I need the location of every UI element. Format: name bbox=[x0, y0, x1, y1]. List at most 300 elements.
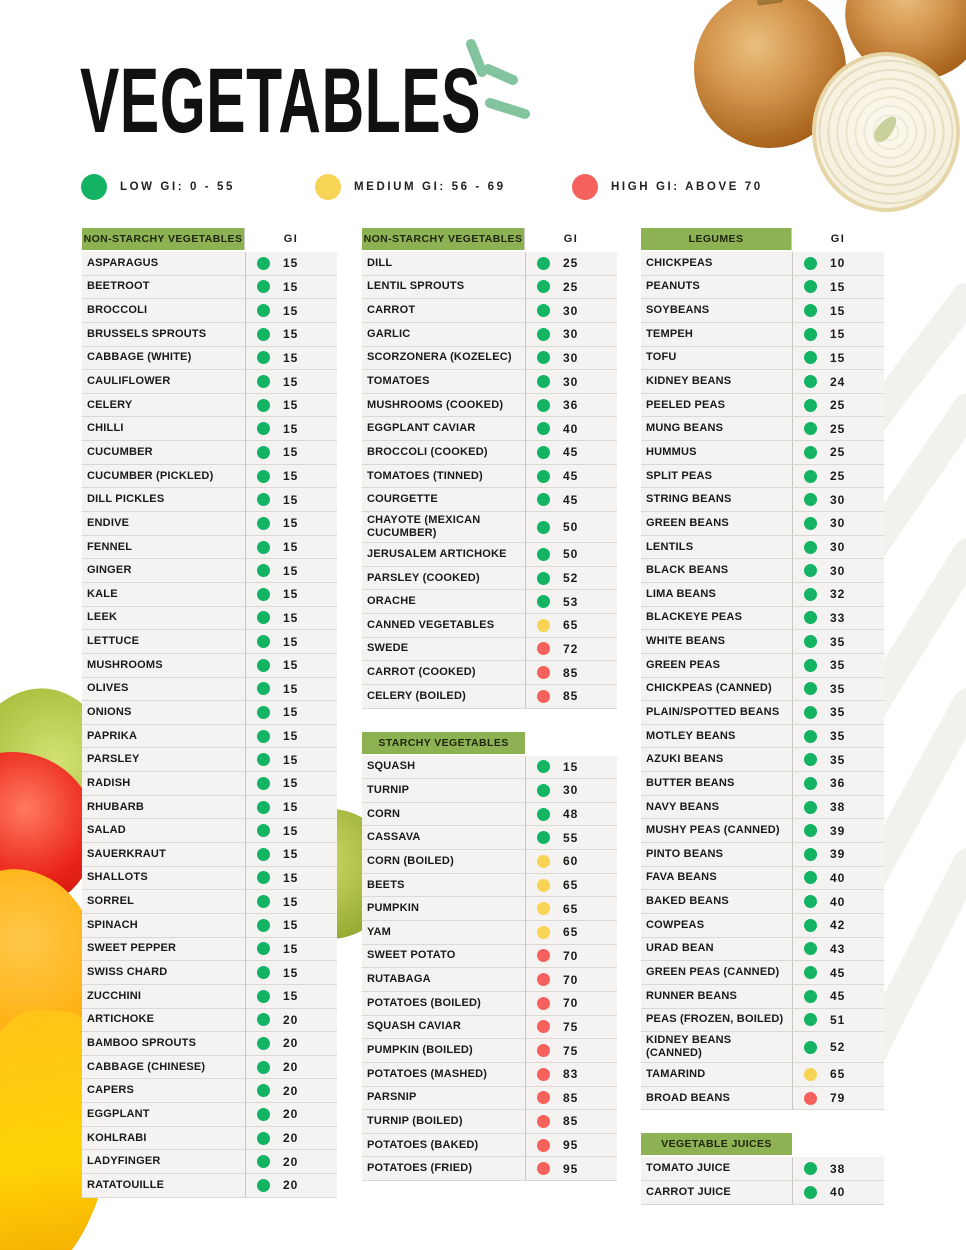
item-name: MUSHROOMS bbox=[87, 658, 163, 671]
table-row bbox=[362, 590, 617, 614]
gi-cell bbox=[245, 512, 337, 535]
gi-cell bbox=[792, 678, 884, 701]
table-row bbox=[641, 1009, 884, 1033]
gi-value: 36 bbox=[563, 398, 579, 413]
item-name: HUMMUS bbox=[646, 445, 697, 458]
gi-cell bbox=[245, 347, 337, 370]
gi-cell bbox=[525, 299, 617, 322]
high-gi-dot-icon bbox=[572, 174, 598, 200]
gi-cell bbox=[792, 867, 884, 890]
low-gi-dot-icon bbox=[257, 824, 270, 837]
table-row bbox=[82, 867, 337, 891]
gi-cell bbox=[525, 252, 617, 275]
gi-value: 48 bbox=[563, 807, 579, 822]
table-row bbox=[641, 370, 884, 394]
table-row bbox=[641, 607, 884, 631]
table-row bbox=[82, 1009, 337, 1033]
gi-value: 30 bbox=[830, 563, 846, 578]
item-name: BAMBOO SPROUTS bbox=[87, 1036, 197, 1049]
item-name: BLACK BEANS bbox=[646, 564, 729, 577]
item-name: SORREL bbox=[87, 895, 135, 908]
item-name: URAD BEAN bbox=[646, 942, 714, 955]
table-row bbox=[82, 512, 337, 536]
low-gi-dot-icon bbox=[804, 635, 817, 648]
low-gi-dot-icon bbox=[537, 257, 550, 270]
item-name: LENTIL SPROUTS bbox=[367, 280, 465, 293]
gi-value: 35 bbox=[830, 729, 846, 744]
item-name: POTATOES (BAKED) bbox=[367, 1138, 479, 1151]
gi-value: 30 bbox=[563, 783, 579, 798]
table-row bbox=[362, 512, 617, 543]
low-gi-dot-icon bbox=[804, 470, 817, 483]
table-row bbox=[362, 370, 617, 394]
item-name: SAUERKRAUT bbox=[87, 847, 166, 860]
high-gi-dot-icon bbox=[537, 997, 550, 1010]
gi-value: 15 bbox=[283, 847, 299, 862]
gi-column-header bbox=[525, 732, 617, 754]
item-name: MUSHY PEAS (CANNED) bbox=[646, 824, 780, 837]
gi-value: 60 bbox=[563, 854, 579, 869]
gi-value: 30 bbox=[830, 516, 846, 531]
low-gi-dot-icon bbox=[804, 1186, 817, 1199]
table-row bbox=[362, 1110, 617, 1134]
gi-cell bbox=[792, 1032, 884, 1062]
column-1 bbox=[82, 228, 337, 1198]
high-gi-dot-icon bbox=[537, 666, 550, 679]
table-row bbox=[641, 772, 884, 796]
high-gi-dot-icon bbox=[537, 1044, 550, 1057]
gi-value: 15 bbox=[830, 327, 846, 342]
gi-cell bbox=[245, 417, 337, 440]
gi-cell bbox=[792, 583, 884, 606]
table-row bbox=[82, 961, 337, 985]
gi-value: 15 bbox=[283, 303, 299, 318]
gi-cell bbox=[792, 417, 884, 440]
table-row bbox=[641, 512, 884, 536]
gi-value: 15 bbox=[283, 421, 299, 436]
low-gi-dot-icon bbox=[81, 174, 107, 200]
table-row bbox=[362, 323, 617, 347]
gi-value: 85 bbox=[563, 1114, 579, 1129]
table-row bbox=[641, 465, 884, 489]
gi-value: 35 bbox=[830, 658, 846, 673]
gi-value: 15 bbox=[283, 492, 299, 507]
table-header: LEGUMES bbox=[641, 228, 791, 250]
item-name: SWEDE bbox=[367, 642, 409, 655]
low-gi-dot-icon bbox=[257, 564, 270, 577]
gi-value: 15 bbox=[283, 327, 299, 342]
high-gi-dot-icon bbox=[804, 1092, 817, 1105]
table-row bbox=[82, 583, 337, 607]
high-gi-dot-icon bbox=[537, 690, 550, 703]
gi-cell bbox=[525, 1016, 617, 1039]
gi-cell bbox=[525, 394, 617, 417]
low-gi-dot-icon bbox=[257, 966, 270, 979]
gi-value: 15 bbox=[283, 705, 299, 720]
table-row bbox=[82, 725, 337, 749]
low-gi-dot-icon bbox=[804, 753, 817, 766]
medium-gi-dot-icon bbox=[804, 1068, 817, 1081]
gi-value: 15 bbox=[283, 752, 299, 767]
gi-cell bbox=[792, 370, 884, 393]
low-gi-dot-icon bbox=[537, 784, 550, 797]
table-row bbox=[641, 938, 884, 962]
gi-value: 75 bbox=[563, 1019, 579, 1034]
table-row bbox=[362, 874, 617, 898]
high-gi-dot-icon bbox=[537, 1091, 550, 1104]
low-gi-dot-icon bbox=[257, 1132, 270, 1145]
gi-cell bbox=[245, 323, 337, 346]
gi-cell bbox=[792, 488, 884, 511]
item-name: RATATOUILLE bbox=[87, 1178, 165, 1191]
gi-cell bbox=[792, 630, 884, 653]
gi-legend bbox=[0, 173, 966, 203]
gi-value: 43 bbox=[830, 941, 846, 956]
table-header: STARCHY VEGETABLES bbox=[362, 732, 525, 754]
gi-cell bbox=[525, 945, 617, 968]
table-row bbox=[82, 1127, 337, 1151]
gi-cell bbox=[245, 1150, 337, 1173]
gi-value: 15 bbox=[283, 941, 299, 956]
gi-value: 32 bbox=[830, 587, 846, 602]
item-name: ENDIVE bbox=[87, 516, 130, 529]
table-row bbox=[362, 1134, 617, 1158]
item-name: CABBAGE (CHINESE) bbox=[87, 1060, 206, 1073]
gi-value: 25 bbox=[830, 445, 846, 460]
table-row bbox=[641, 867, 884, 891]
item-name: ONIONS bbox=[87, 705, 132, 718]
gi-cell bbox=[792, 961, 884, 984]
low-gi-dot-icon bbox=[257, 304, 270, 317]
table-row bbox=[641, 796, 884, 820]
item-name: RUNNER BEANS bbox=[646, 989, 738, 1002]
gi-cell bbox=[792, 1157, 884, 1180]
table-row bbox=[82, 890, 337, 914]
item-name: POTATOES (BOILED) bbox=[367, 996, 482, 1009]
item-name: KOHLRABI bbox=[87, 1131, 147, 1144]
item-name: CANNED VEGETABLES bbox=[367, 618, 495, 631]
low-gi-dot-icon bbox=[804, 706, 817, 719]
table-row bbox=[362, 252, 617, 276]
table-row bbox=[362, 661, 617, 685]
low-gi-dot-icon bbox=[537, 595, 550, 608]
low-gi-dot-icon bbox=[804, 564, 817, 577]
table-row bbox=[362, 299, 617, 323]
table-row bbox=[641, 536, 884, 560]
gi-cell bbox=[792, 252, 884, 275]
table-row bbox=[362, 276, 617, 300]
table-row bbox=[82, 914, 337, 938]
item-name: CABBAGE (WHITE) bbox=[87, 351, 192, 364]
gi-cell bbox=[792, 772, 884, 795]
medium-gi-dot-icon bbox=[537, 879, 550, 892]
low-gi-dot-icon bbox=[804, 1013, 817, 1026]
item-name: CAPERS bbox=[87, 1084, 135, 1097]
table-row bbox=[641, 252, 884, 276]
table-row bbox=[362, 638, 617, 662]
gi-value: 25 bbox=[830, 421, 846, 436]
item-name: TEMPEH bbox=[646, 327, 694, 340]
gi-value: 20 bbox=[283, 1060, 299, 1075]
table-row bbox=[641, 559, 884, 583]
gi-value: 83 bbox=[563, 1067, 579, 1082]
table-row bbox=[82, 1056, 337, 1080]
gi-cell bbox=[792, 512, 884, 535]
gi-value: 15 bbox=[283, 800, 299, 815]
gi-value: 53 bbox=[563, 594, 579, 609]
table-row bbox=[82, 559, 337, 583]
low-gi-dot-icon bbox=[257, 517, 270, 530]
item-name: BUTTER BEANS bbox=[646, 776, 735, 789]
gi-value: 52 bbox=[830, 1040, 846, 1055]
gi-cell bbox=[525, 1110, 617, 1133]
gi-cell bbox=[245, 299, 337, 322]
low-gi-dot-icon bbox=[804, 257, 817, 270]
gi-value: 35 bbox=[830, 752, 846, 767]
table-row bbox=[82, 441, 337, 465]
low-gi-dot-icon bbox=[804, 328, 817, 341]
page-title: VEGETABLES bbox=[80, 50, 482, 152]
gi-value: 15 bbox=[283, 823, 299, 838]
item-name: CELERY bbox=[87, 398, 133, 411]
gi-value: 25 bbox=[830, 469, 846, 484]
gi-cell bbox=[525, 614, 617, 637]
table-row bbox=[82, 607, 337, 631]
low-gi-dot-icon bbox=[804, 422, 817, 435]
item-name: GREEN BEANS bbox=[646, 516, 729, 529]
legend-item-medium bbox=[315, 173, 506, 201]
item-name: TAMARIND bbox=[646, 1067, 706, 1080]
gi-cell bbox=[525, 543, 617, 566]
gi-cell bbox=[245, 252, 337, 275]
table-row bbox=[82, 1150, 337, 1174]
gi-value: 15 bbox=[283, 469, 299, 484]
gi-cell bbox=[525, 968, 617, 991]
table-row bbox=[641, 961, 884, 985]
item-name: SWISS CHARD bbox=[87, 966, 168, 979]
item-name: MUSHROOMS (COOKED) bbox=[367, 398, 504, 411]
item-name: WHITE BEANS bbox=[646, 635, 726, 648]
item-name: CUCUMBER (PICKLED) bbox=[87, 469, 214, 482]
gi-value: 15 bbox=[283, 989, 299, 1004]
table-row bbox=[641, 843, 884, 867]
table-row bbox=[82, 630, 337, 654]
gi-value: 15 bbox=[283, 563, 299, 578]
gi-value: 36 bbox=[830, 776, 846, 791]
legend-label: LOW GI: 0 - 55 bbox=[120, 181, 235, 193]
table-row bbox=[641, 985, 884, 1009]
gi-value: 45 bbox=[830, 965, 846, 980]
gi-cell bbox=[525, 488, 617, 511]
gi-value: 15 bbox=[283, 610, 299, 625]
low-gi-dot-icon bbox=[537, 422, 550, 435]
gi-value: 15 bbox=[283, 279, 299, 294]
low-gi-dot-icon bbox=[537, 304, 550, 317]
item-name: BROCCOLI (COOKED) bbox=[367, 445, 488, 458]
low-gi-dot-icon bbox=[257, 919, 270, 932]
table-row bbox=[362, 1016, 617, 1040]
gi-value: 65 bbox=[563, 878, 579, 893]
gi-cell bbox=[792, 1181, 884, 1204]
gi-cell bbox=[245, 465, 337, 488]
gi-value: 85 bbox=[563, 1090, 579, 1105]
gi-cell bbox=[792, 748, 884, 771]
low-gi-dot-icon bbox=[257, 351, 270, 364]
gi-value: 39 bbox=[830, 847, 846, 862]
item-name: AZUKI BEANS bbox=[646, 753, 724, 766]
item-name: ASPARAGUS bbox=[87, 256, 159, 269]
table-row bbox=[362, 921, 617, 945]
gi-value: 40 bbox=[830, 894, 846, 909]
item-name: GREEN PEAS bbox=[646, 658, 721, 671]
item-name: PUMPKIN (BOILED) bbox=[367, 1044, 473, 1057]
gi-cell bbox=[525, 685, 617, 708]
low-gi-dot-icon bbox=[257, 541, 270, 554]
medium-gi-dot-icon bbox=[537, 926, 550, 939]
table-row bbox=[82, 465, 337, 489]
gi-cell bbox=[525, 590, 617, 613]
gi-value: 51 bbox=[830, 1012, 846, 1027]
gi-cell bbox=[245, 1032, 337, 1055]
item-name: DILL bbox=[367, 256, 393, 269]
item-name: CHICKPEAS bbox=[646, 256, 713, 269]
table-header-row bbox=[641, 1133, 884, 1155]
item-name: GREEN PEAS (CANNED) bbox=[646, 966, 780, 979]
item-name: STRING BEANS bbox=[646, 493, 732, 506]
gi-value: 20 bbox=[283, 1154, 299, 1169]
item-name: PARSNIP bbox=[367, 1091, 417, 1104]
gi-cell bbox=[245, 583, 337, 606]
gi-value: 45 bbox=[563, 469, 579, 484]
table-row bbox=[82, 394, 337, 418]
item-name: ARTICHOKE bbox=[87, 1013, 155, 1026]
table-row bbox=[641, 1181, 884, 1205]
gi-cell bbox=[245, 772, 337, 795]
gi-cell bbox=[525, 1039, 617, 1062]
low-gi-dot-icon bbox=[804, 399, 817, 412]
medium-gi-dot-icon bbox=[315, 174, 341, 200]
item-name: PUMPKIN bbox=[367, 902, 420, 915]
item-name: SHALLOTS bbox=[87, 871, 148, 884]
gi-value: 38 bbox=[830, 800, 846, 815]
item-name: POTATOES (MASHED) bbox=[367, 1067, 488, 1080]
gi-cell bbox=[525, 347, 617, 370]
low-gi-dot-icon bbox=[537, 572, 550, 585]
gi-cell bbox=[245, 890, 337, 913]
table-row bbox=[641, 678, 884, 702]
gi-value: 15 bbox=[830, 279, 846, 294]
gi-cell bbox=[245, 725, 337, 748]
low-gi-dot-icon bbox=[257, 801, 270, 814]
low-gi-dot-icon bbox=[257, 1084, 270, 1097]
item-name: CAULIFLOWER bbox=[87, 375, 171, 388]
low-gi-dot-icon bbox=[804, 990, 817, 1003]
item-name: CHAYOTE (MEXICAN CUCUMBER) bbox=[367, 514, 481, 540]
item-name: RADISH bbox=[87, 776, 131, 789]
gi-cell bbox=[245, 914, 337, 937]
item-name: COURGETTE bbox=[367, 493, 438, 506]
low-gi-dot-icon bbox=[537, 328, 550, 341]
legend-label: MEDIUM GI: 56 - 69 bbox=[354, 181, 506, 193]
table-row bbox=[82, 938, 337, 962]
gi-value: 15 bbox=[283, 587, 299, 602]
gi-value: 15 bbox=[283, 256, 299, 271]
gi-value: 25 bbox=[563, 256, 579, 271]
gi-cell bbox=[245, 701, 337, 724]
gi-value: 15 bbox=[283, 776, 299, 791]
gi-value: 15 bbox=[563, 759, 579, 774]
item-name: CHILLI bbox=[87, 422, 124, 435]
gi-column-header bbox=[792, 1133, 884, 1155]
gi-cell bbox=[525, 465, 617, 488]
gi-value: 15 bbox=[830, 350, 846, 365]
low-gi-dot-icon bbox=[537, 808, 550, 821]
low-gi-dot-icon bbox=[257, 493, 270, 506]
table-row bbox=[82, 323, 337, 347]
gi-cell bbox=[245, 1079, 337, 1102]
gi-cell bbox=[792, 299, 884, 322]
gi-cell bbox=[525, 1087, 617, 1110]
table-row bbox=[641, 654, 884, 678]
item-name: PEANUTS bbox=[646, 280, 700, 293]
item-name: BROAD BEANS bbox=[646, 1091, 731, 1104]
item-name: LENTILS bbox=[646, 540, 694, 553]
table-row bbox=[641, 748, 884, 772]
table-row bbox=[362, 803, 617, 827]
low-gi-dot-icon bbox=[257, 328, 270, 341]
table-row bbox=[362, 968, 617, 992]
high-gi-dot-icon bbox=[537, 949, 550, 962]
low-gi-dot-icon bbox=[537, 521, 550, 534]
item-name: SPINACH bbox=[87, 918, 138, 931]
table-row bbox=[362, 543, 617, 567]
gi-value: 70 bbox=[563, 948, 579, 963]
gi-value: 38 bbox=[830, 1161, 846, 1176]
table-row bbox=[641, 347, 884, 371]
table-row bbox=[641, 1087, 884, 1111]
table-row bbox=[362, 417, 617, 441]
low-gi-dot-icon bbox=[257, 659, 270, 672]
gi-value: 42 bbox=[830, 918, 846, 933]
item-name: PAPRIKA bbox=[87, 729, 138, 742]
table-row bbox=[82, 985, 337, 1009]
gi-value: 30 bbox=[563, 303, 579, 318]
item-name: SWEET PEPPER bbox=[87, 942, 177, 955]
gi-cell bbox=[525, 850, 617, 873]
item-name: EGGPLANT bbox=[87, 1107, 150, 1120]
table-row bbox=[362, 945, 617, 969]
column-2 bbox=[362, 228, 617, 1181]
low-gi-dot-icon bbox=[804, 280, 817, 293]
gi-cell bbox=[792, 725, 884, 748]
gi-value: 70 bbox=[563, 996, 579, 1011]
table-row bbox=[641, 819, 884, 843]
table-row bbox=[82, 701, 337, 725]
gi-value: 15 bbox=[283, 350, 299, 365]
gi-cell bbox=[525, 567, 617, 590]
low-gi-dot-icon bbox=[257, 895, 270, 908]
low-gi-dot-icon bbox=[257, 777, 270, 790]
table-row bbox=[362, 465, 617, 489]
gi-cell bbox=[525, 512, 617, 542]
item-name: OLIVES bbox=[87, 682, 129, 695]
gi-value: 70 bbox=[563, 972, 579, 987]
gi-value: 30 bbox=[563, 350, 579, 365]
table-row bbox=[82, 796, 337, 820]
table-header-row bbox=[82, 228, 337, 250]
item-name: CORN bbox=[367, 807, 401, 820]
low-gi-dot-icon bbox=[804, 848, 817, 861]
